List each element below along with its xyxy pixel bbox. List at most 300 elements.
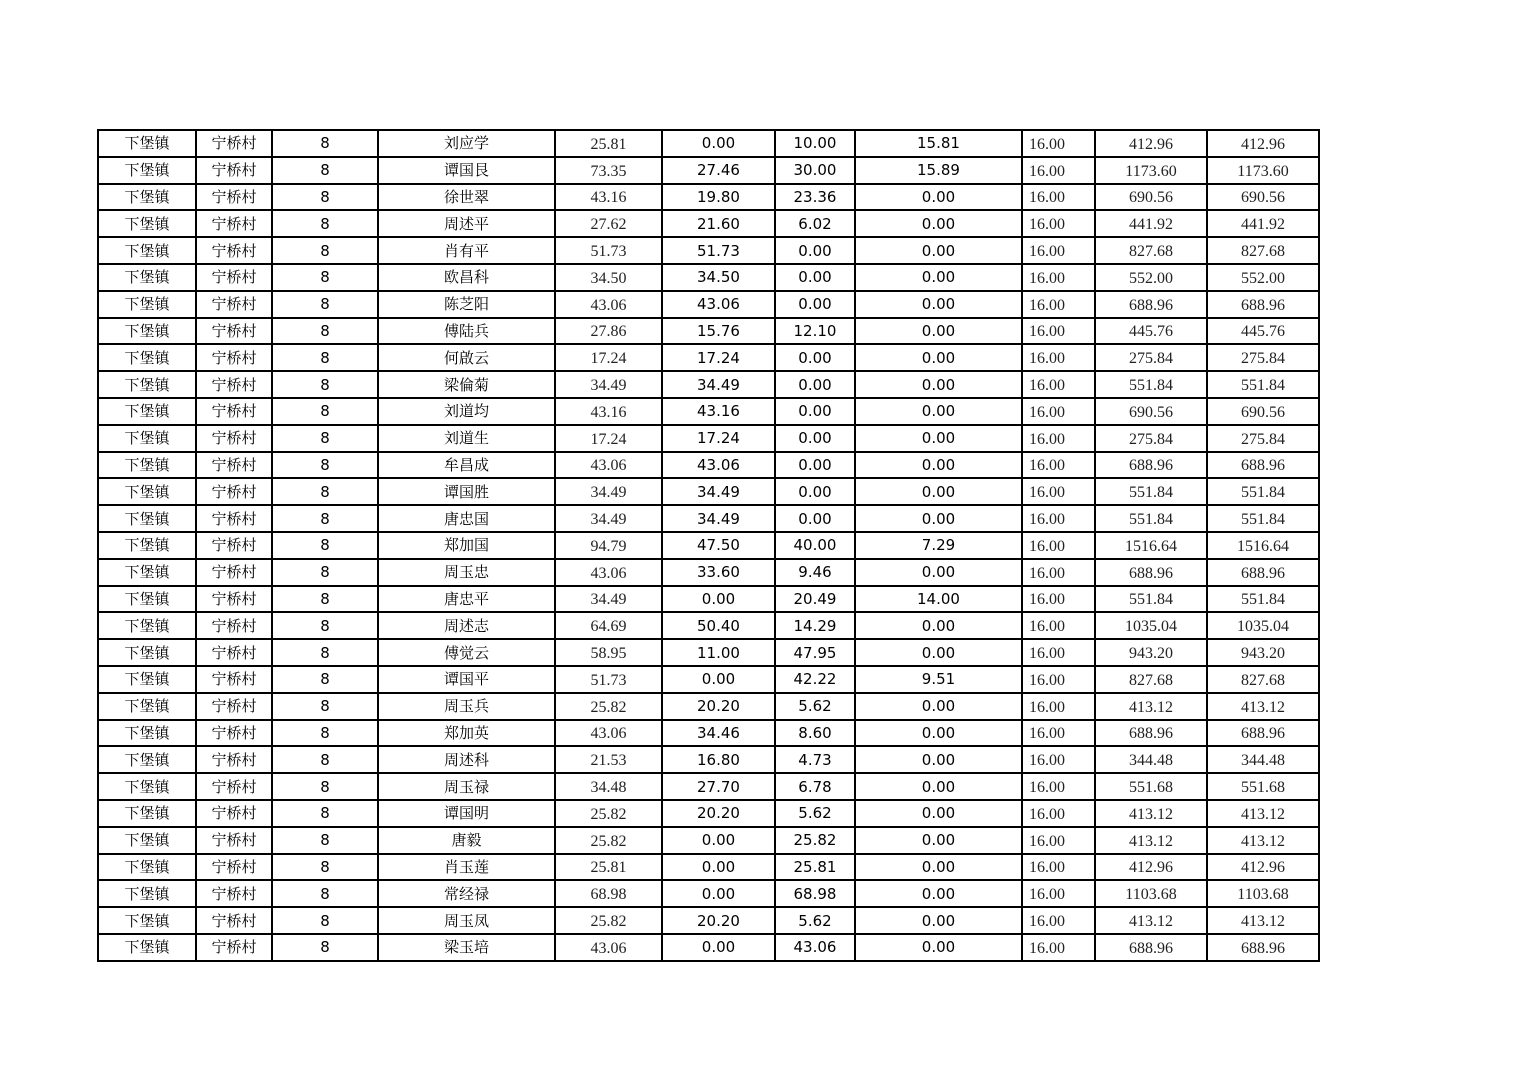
- cell-unit-rate: 16.00: [1022, 746, 1095, 773]
- cell-group: 8: [272, 693, 378, 720]
- cell-area-a: 34.46: [662, 720, 775, 747]
- cell-town: 下堡镇: [98, 210, 196, 237]
- cell-unit-rate: 16.00: [1022, 720, 1095, 747]
- cell-town: 下堡镇: [98, 612, 196, 639]
- cell-group: 8: [272, 773, 378, 800]
- cell-area-total: 51.73: [555, 237, 662, 264]
- cell-town: 下堡镇: [98, 800, 196, 827]
- cell-name: 周玉忠: [378, 559, 555, 586]
- cell-name: 何啟云: [378, 344, 555, 371]
- cell-amount: 275.84: [1095, 425, 1207, 452]
- cell-area-b: 0.00: [775, 425, 855, 452]
- cell-area-a: 43.06: [662, 291, 775, 318]
- cell-amount: 827.68: [1095, 666, 1207, 693]
- cell-unit-rate: 16.00: [1022, 880, 1095, 907]
- cell-town: 下堡镇: [98, 371, 196, 398]
- cell-area-c: 15.81: [855, 130, 1022, 157]
- cell-area-b: 0.00: [775, 237, 855, 264]
- cell-group: 8: [272, 452, 378, 479]
- cell-village: 宁桥村: [196, 666, 272, 693]
- cell-area-b: 0.00: [775, 291, 855, 318]
- cell-area-total: 25.82: [555, 907, 662, 934]
- cell-town: 下堡镇: [98, 452, 196, 479]
- cell-name: 陈芝阳: [378, 291, 555, 318]
- cell-amount: 344.48: [1095, 746, 1207, 773]
- cell-area-c: 0.00: [855, 934, 1022, 961]
- cell-amount-paid: 551.84: [1207, 371, 1319, 398]
- cell-name: 刘道生: [378, 425, 555, 452]
- cell-town: 下堡镇: [98, 559, 196, 586]
- cell-village: 宁桥村: [196, 639, 272, 666]
- cell-town: 下堡镇: [98, 291, 196, 318]
- cell-area-a: 17.24: [662, 425, 775, 452]
- cell-area-c: 0.00: [855, 746, 1022, 773]
- cell-area-b: 25.82: [775, 827, 855, 854]
- cell-area-total: 34.49: [555, 505, 662, 532]
- cell-area-a: 0.00: [662, 130, 775, 157]
- cell-name: 周述平: [378, 210, 555, 237]
- cell-area-c: 0.00: [855, 693, 1022, 720]
- cell-area-a: 27.46: [662, 157, 775, 184]
- cell-amount: 827.68: [1095, 237, 1207, 264]
- cell-name: 周玉兵: [378, 693, 555, 720]
- table-row: [98, 478, 1319, 505]
- cell-town: 下堡镇: [98, 639, 196, 666]
- cell-area-a: 16.80: [662, 746, 775, 773]
- table-row: [98, 827, 1319, 854]
- cell-area-a: 0.00: [662, 827, 775, 854]
- cell-area-b: 5.62: [775, 800, 855, 827]
- cell-area-c: 0.00: [855, 425, 1022, 452]
- cell-village: 宁桥村: [196, 693, 272, 720]
- cell-area-c: 0.00: [855, 291, 1022, 318]
- cell-group: 8: [272, 210, 378, 237]
- cell-unit-rate: 16.00: [1022, 666, 1095, 693]
- cell-area-a: 0.00: [662, 854, 775, 881]
- cell-area-total: 34.49: [555, 478, 662, 505]
- cell-group: 8: [272, 746, 378, 773]
- cell-village: 宁桥村: [196, 505, 272, 532]
- cell-amount: 690.56: [1095, 184, 1207, 211]
- cell-area-b: 4.73: [775, 746, 855, 773]
- cell-unit-rate: 16.00: [1022, 478, 1095, 505]
- cell-area-total: 68.98: [555, 880, 662, 907]
- table-row: [98, 746, 1319, 773]
- cell-group: 8: [272, 612, 378, 639]
- cell-area-total: 27.62: [555, 210, 662, 237]
- cell-area-a: 34.49: [662, 505, 775, 532]
- data-table: [97, 129, 1320, 962]
- cell-name: 肖有平: [378, 237, 555, 264]
- cell-name: 周玉凤: [378, 907, 555, 934]
- table-row: [98, 907, 1319, 934]
- cell-town: 下堡镇: [98, 907, 196, 934]
- cell-area-total: 43.06: [555, 559, 662, 586]
- cell-group: 8: [272, 720, 378, 747]
- cell-village: 宁桥村: [196, 532, 272, 559]
- cell-name: 谭国艮: [378, 157, 555, 184]
- cell-amount-paid: 688.96: [1207, 452, 1319, 479]
- cell-amount: 275.84: [1095, 344, 1207, 371]
- cell-name: 唐毅: [378, 827, 555, 854]
- cell-town: 下堡镇: [98, 854, 196, 881]
- cell-area-c: 14.00: [855, 586, 1022, 613]
- cell-group: 8: [272, 478, 378, 505]
- cell-area-b: 0.00: [775, 398, 855, 425]
- cell-name: 唐忠平: [378, 586, 555, 613]
- cell-area-c: 0.00: [855, 639, 1022, 666]
- cell-amount: 688.96: [1095, 291, 1207, 318]
- cell-village: 宁桥村: [196, 720, 272, 747]
- cell-group: 8: [272, 532, 378, 559]
- cell-area-a: 34.50: [662, 264, 775, 291]
- cell-group: 8: [272, 344, 378, 371]
- cell-area-total: 73.35: [555, 157, 662, 184]
- cell-area-c: 15.89: [855, 157, 1022, 184]
- cell-unit-rate: 16.00: [1022, 237, 1095, 264]
- cell-unit-rate: 16.00: [1022, 773, 1095, 800]
- cell-village: 宁桥村: [196, 291, 272, 318]
- cell-village: 宁桥村: [196, 612, 272, 639]
- cell-amount: 943.20: [1095, 639, 1207, 666]
- cell-area-a: 34.49: [662, 371, 775, 398]
- cell-area-total: 94.79: [555, 532, 662, 559]
- cell-group: 8: [272, 184, 378, 211]
- cell-group: 8: [272, 559, 378, 586]
- cell-town: 下堡镇: [98, 264, 196, 291]
- cell-area-total: 34.49: [555, 586, 662, 613]
- cell-amount: 551.68: [1095, 773, 1207, 800]
- cell-area-a: 15.76: [662, 318, 775, 345]
- cell-town: 下堡镇: [98, 425, 196, 452]
- cell-name: 傅陆兵: [378, 318, 555, 345]
- cell-village: 宁桥村: [196, 157, 272, 184]
- cell-area-c: 0.00: [855, 478, 1022, 505]
- cell-town: 下堡镇: [98, 237, 196, 264]
- cell-name: 谭国明: [378, 800, 555, 827]
- cell-name: 唐忠国: [378, 505, 555, 532]
- cell-area-total: 43.06: [555, 291, 662, 318]
- cell-area-b: 6.78: [775, 773, 855, 800]
- cell-area-b: 9.46: [775, 559, 855, 586]
- cell-unit-rate: 16.00: [1022, 452, 1095, 479]
- cell-name: 常经禄: [378, 880, 555, 907]
- cell-amount-paid: 688.96: [1207, 720, 1319, 747]
- table-row: [98, 184, 1319, 211]
- cell-amount: 551.84: [1095, 478, 1207, 505]
- table-row: [98, 425, 1319, 452]
- cell-name: 周述科: [378, 746, 555, 773]
- table-row: [98, 210, 1319, 237]
- cell-amount-paid: 690.56: [1207, 184, 1319, 211]
- cell-area-c: 0.00: [855, 344, 1022, 371]
- cell-area-total: 43.16: [555, 184, 662, 211]
- cell-unit-rate: 16.00: [1022, 532, 1095, 559]
- cell-unit-rate: 16.00: [1022, 800, 1095, 827]
- cell-unit-rate: 16.00: [1022, 318, 1095, 345]
- cell-area-total: 34.50: [555, 264, 662, 291]
- cell-group: 8: [272, 800, 378, 827]
- cell-amount: 1516.64: [1095, 532, 1207, 559]
- cell-amount: 445.76: [1095, 318, 1207, 345]
- cell-area-total: 27.86: [555, 318, 662, 345]
- cell-unit-rate: 16.00: [1022, 612, 1095, 639]
- table-row: [98, 318, 1319, 345]
- cell-unit-rate: 16.00: [1022, 344, 1095, 371]
- cell-amount-paid: 827.68: [1207, 237, 1319, 264]
- cell-village: 宁桥村: [196, 264, 272, 291]
- cell-area-c: 0.00: [855, 907, 1022, 934]
- cell-area-a: 20.20: [662, 907, 775, 934]
- cell-group: 8: [272, 827, 378, 854]
- cell-unit-rate: 16.00: [1022, 827, 1095, 854]
- cell-area-b: 10.00: [775, 130, 855, 157]
- cell-amount: 1035.04: [1095, 612, 1207, 639]
- cell-area-b: 20.49: [775, 586, 855, 613]
- cell-village: 宁桥村: [196, 773, 272, 800]
- cell-town: 下堡镇: [98, 130, 196, 157]
- cell-amount: 1103.68: [1095, 880, 1207, 907]
- cell-amount: 412.96: [1095, 130, 1207, 157]
- cell-area-total: 25.82: [555, 800, 662, 827]
- cell-town: 下堡镇: [98, 344, 196, 371]
- table-body: [98, 130, 1319, 961]
- cell-village: 宁桥村: [196, 827, 272, 854]
- cell-name: 刘应学: [378, 130, 555, 157]
- cell-name: 谭国胜: [378, 478, 555, 505]
- cell-village: 宁桥村: [196, 184, 272, 211]
- cell-unit-rate: 16.00: [1022, 854, 1095, 881]
- cell-town: 下堡镇: [98, 184, 196, 211]
- cell-amount-paid: 1516.64: [1207, 532, 1319, 559]
- cell-area-c: 0.00: [855, 505, 1022, 532]
- cell-area-a: 11.00: [662, 639, 775, 666]
- cell-town: 下堡镇: [98, 934, 196, 961]
- cell-area-a: 0.00: [662, 666, 775, 693]
- cell-area-b: 14.29: [775, 612, 855, 639]
- cell-group: 8: [272, 371, 378, 398]
- cell-unit-rate: 16.00: [1022, 157, 1095, 184]
- cell-area-c: 0.00: [855, 854, 1022, 881]
- table-row: [98, 666, 1319, 693]
- cell-area-b: 0.00: [775, 344, 855, 371]
- cell-area-a: 17.24: [662, 344, 775, 371]
- cell-area-total: 17.24: [555, 425, 662, 452]
- cell-group: 8: [272, 854, 378, 881]
- cell-area-total: 25.81: [555, 854, 662, 881]
- cell-area-b: 47.95: [775, 639, 855, 666]
- cell-area-a: 0.00: [662, 880, 775, 907]
- table-row: [98, 344, 1319, 371]
- cell-amount-paid: 275.84: [1207, 344, 1319, 371]
- cell-amount-paid: 412.96: [1207, 130, 1319, 157]
- table-row: [98, 612, 1319, 639]
- cell-area-c: 0.00: [855, 800, 1022, 827]
- cell-amount-paid: 688.96: [1207, 559, 1319, 586]
- cell-unit-rate: 16.00: [1022, 425, 1095, 452]
- cell-village: 宁桥村: [196, 425, 272, 452]
- table-row: [98, 586, 1319, 613]
- cell-amount-paid: 441.92: [1207, 210, 1319, 237]
- cell-unit-rate: 16.00: [1022, 371, 1095, 398]
- cell-town: 下堡镇: [98, 746, 196, 773]
- cell-amount: 413.12: [1095, 693, 1207, 720]
- cell-amount-paid: 551.84: [1207, 478, 1319, 505]
- cell-area-c: 0.00: [855, 264, 1022, 291]
- cell-area-c: 0.00: [855, 184, 1022, 211]
- cell-area-a: 43.16: [662, 398, 775, 425]
- cell-group: 8: [272, 425, 378, 452]
- cell-amount-paid: 412.96: [1207, 854, 1319, 881]
- cell-name: 徐世翠: [378, 184, 555, 211]
- cell-area-b: 0.00: [775, 452, 855, 479]
- cell-group: 8: [272, 505, 378, 532]
- cell-area-a: 33.60: [662, 559, 775, 586]
- cell-area-total: 17.24: [555, 344, 662, 371]
- cell-area-c: 0.00: [855, 612, 1022, 639]
- cell-village: 宁桥村: [196, 746, 272, 773]
- cell-area-a: 47.50: [662, 532, 775, 559]
- cell-area-a: 20.20: [662, 693, 775, 720]
- cell-village: 宁桥村: [196, 130, 272, 157]
- cell-name: 郑加国: [378, 532, 555, 559]
- cell-area-total: 25.82: [555, 827, 662, 854]
- cell-area-b: 40.00: [775, 532, 855, 559]
- table-row: [98, 854, 1319, 881]
- cell-area-b: 43.06: [775, 934, 855, 961]
- cell-area-c: 0.00: [855, 880, 1022, 907]
- cell-area-a: 19.80: [662, 184, 775, 211]
- table-row: [98, 452, 1319, 479]
- table-row: [98, 371, 1319, 398]
- cell-area-c: 0.00: [855, 452, 1022, 479]
- cell-area-a: 21.60: [662, 210, 775, 237]
- cell-amount-paid: 413.12: [1207, 693, 1319, 720]
- cell-unit-rate: 16.00: [1022, 934, 1095, 961]
- table-row: [98, 264, 1319, 291]
- cell-amount-paid: 551.84: [1207, 586, 1319, 613]
- table-row: [98, 559, 1319, 586]
- cell-village: 宁桥村: [196, 907, 272, 934]
- cell-area-c: 0.00: [855, 210, 1022, 237]
- table-row: [98, 800, 1319, 827]
- cell-area-total: 34.49: [555, 371, 662, 398]
- cell-group: 8: [272, 157, 378, 184]
- cell-area-b: 23.36: [775, 184, 855, 211]
- cell-village: 宁桥村: [196, 452, 272, 479]
- cell-town: 下堡镇: [98, 773, 196, 800]
- cell-group: 8: [272, 130, 378, 157]
- cell-village: 宁桥村: [196, 854, 272, 881]
- cell-name: 肖玉莲: [378, 854, 555, 881]
- cell-amount-paid: 413.12: [1207, 907, 1319, 934]
- cell-area-b: 0.00: [775, 478, 855, 505]
- cell-amount: 552.00: [1095, 264, 1207, 291]
- cell-town: 下堡镇: [98, 157, 196, 184]
- cell-area-b: 8.60: [775, 720, 855, 747]
- cell-area-total: 34.48: [555, 773, 662, 800]
- cell-amount: 688.96: [1095, 452, 1207, 479]
- cell-area-total: 25.81: [555, 130, 662, 157]
- cell-name: 周玉禄: [378, 773, 555, 800]
- table-row: [98, 130, 1319, 157]
- cell-area-c: 7.29: [855, 532, 1022, 559]
- cell-name: 欧昌科: [378, 264, 555, 291]
- table-row: [98, 773, 1319, 800]
- cell-amount-paid: 943.20: [1207, 639, 1319, 666]
- table-row: [98, 639, 1319, 666]
- cell-unit-rate: 16.00: [1022, 693, 1095, 720]
- cell-village: 宁桥村: [196, 371, 272, 398]
- cell-amount: 412.96: [1095, 854, 1207, 881]
- cell-name: 周述志: [378, 612, 555, 639]
- cell-group: 8: [272, 264, 378, 291]
- cell-area-a: 27.70: [662, 773, 775, 800]
- cell-amount-paid: 690.56: [1207, 398, 1319, 425]
- cell-unit-rate: 16.00: [1022, 210, 1095, 237]
- cell-area-a: 43.06: [662, 452, 775, 479]
- cell-town: 下堡镇: [98, 720, 196, 747]
- cell-village: 宁桥村: [196, 210, 272, 237]
- table-row: [98, 505, 1319, 532]
- table-row: [98, 880, 1319, 907]
- cell-area-a: 50.40: [662, 612, 775, 639]
- table-row: [98, 157, 1319, 184]
- cell-area-b: 5.62: [775, 693, 855, 720]
- cell-area-total: 43.06: [555, 934, 662, 961]
- table-row: [98, 934, 1319, 961]
- cell-area-b: 5.62: [775, 907, 855, 934]
- cell-area-total: 43.06: [555, 720, 662, 747]
- cell-village: 宁桥村: [196, 586, 272, 613]
- cell-amount-paid: 445.76: [1207, 318, 1319, 345]
- cell-unit-rate: 16.00: [1022, 505, 1095, 532]
- cell-area-a: 34.49: [662, 478, 775, 505]
- cell-unit-rate: 16.00: [1022, 559, 1095, 586]
- cell-group: 8: [272, 586, 378, 613]
- cell-amount: 551.84: [1095, 586, 1207, 613]
- cell-town: 下堡镇: [98, 827, 196, 854]
- cell-area-total: 64.69: [555, 612, 662, 639]
- cell-town: 下堡镇: [98, 880, 196, 907]
- cell-amount: 413.12: [1095, 907, 1207, 934]
- cell-town: 下堡镇: [98, 693, 196, 720]
- cell-amount-paid: 1103.68: [1207, 880, 1319, 907]
- cell-village: 宁桥村: [196, 237, 272, 264]
- cell-amount-paid: 688.96: [1207, 934, 1319, 961]
- cell-area-c: 0.00: [855, 318, 1022, 345]
- cell-village: 宁桥村: [196, 344, 272, 371]
- cell-unit-rate: 16.00: [1022, 291, 1095, 318]
- cell-town: 下堡镇: [98, 505, 196, 532]
- table-row: [98, 720, 1319, 747]
- cell-amount-paid: 827.68: [1207, 666, 1319, 693]
- cell-area-c: 0.00: [855, 371, 1022, 398]
- cell-town: 下堡镇: [98, 666, 196, 693]
- cell-area-a: 20.20: [662, 800, 775, 827]
- cell-area-b: 30.00: [775, 157, 855, 184]
- table-row: [98, 398, 1319, 425]
- table-row: [98, 693, 1319, 720]
- cell-village: 宁桥村: [196, 318, 272, 345]
- cell-name: 郑加英: [378, 720, 555, 747]
- cell-amount: 1173.60: [1095, 157, 1207, 184]
- cell-amount-paid: 551.84: [1207, 505, 1319, 532]
- cell-name: 梁玉培: [378, 934, 555, 961]
- cell-name: 傅觉云: [378, 639, 555, 666]
- cell-group: 8: [272, 318, 378, 345]
- cell-group: 8: [272, 880, 378, 907]
